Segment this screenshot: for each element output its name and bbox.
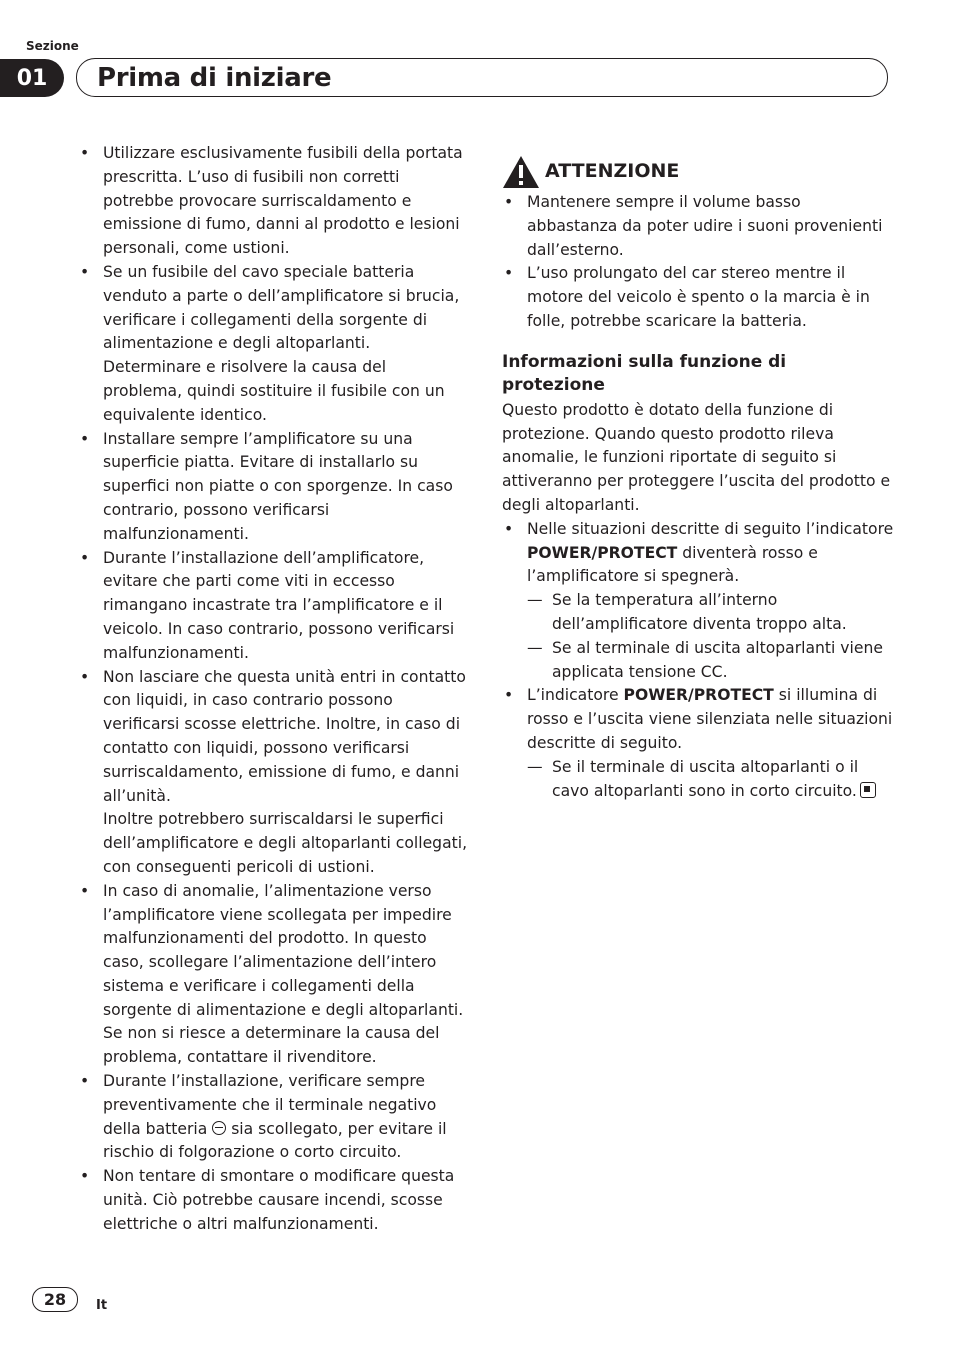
list-item-text: Non lasciare che questa unità entri in contatto con liquidi, in caso contrario possono verificarsi scosse elettriche. Inoltre, in caso di contatto con liquidi, possono verificarsi surriscaldamento, emissione di fumo, e danni all’unità. [103,667,466,805]
indicator-name: POWER/PROTECT [527,543,678,562]
warning-title: ATTENZIONE [545,160,680,183]
dash-list [527,589,894,684]
dash-item-text: Se il terminale di uscita altoparlanti o il cavo altoparlanti sono in corto circuito. [552,757,859,800]
list-item: • Non tentare di smontare o modificare questa unità. Ciò potrebbe causare incendi, scosse elettriche o altri malfunzionamenti. [78,1165,468,1236]
warning-triangle-icon [502,155,540,189]
subheading: Informazioni sulla funzione di protezione [502,351,787,395]
warning-list [502,191,894,334]
list-item [502,518,894,685]
list-item-text: diventerà rosso e l’amplificatore si spegnerà. [527,543,818,586]
title-box [76,58,888,97]
list-item [502,684,894,803]
list-item: • Utilizzare esclusivamente fusibili della portata prescritta. L’uso di fusibili non corretti potrebbe provocare surriscaldamento e emissione di fumo, danni al prodotto e lesioni personali, come ustioni. [78,142,468,261]
list-item: • L’uso prolungato del car stereo mentre il motore del veicolo è spento o la marcia è in folle, potrebbe scaricare la batteria. [502,262,894,333]
section-label: Sezione [26,39,79,53]
protection-list [502,518,894,804]
list-item: • Installare sempre l’amplificatore su una superficie piatta. Evitare di installarlo su superfici non piatte o con sporgenze. In caso contrario, possono verificarsi malfunzionamenti. [78,428,468,547]
list-item-text: L’indicatore [527,686,619,705]
dash-item: — Se la temperatura all’interno dell’amplificatore diventa troppo alta. [527,589,894,637]
page-number: 28 [32,1287,78,1312]
minus-circle-icon [212,1121,226,1135]
indicator-name: POWER/PROTECT [623,686,774,705]
dash-item [527,756,894,804]
list-item-text-part2: sia scollegato, per evitare il rischio di folgorazione o corto circuito. [103,1119,447,1162]
list-item: • Durante l’installazione dell’amplificatore, evitare che parti come viti in eccesso rimangano incastrate tra l’amplificatore e il veicolo. In caso contrario, possono verificarsi malfunzionamenti. [78,547,468,666]
list-item [78,666,468,880]
list-item [78,1070,468,1165]
end-mark-icon [860,782,876,798]
list-item: • Se un fusibile del cavo speciale batteria venduto a parte o dell’amplificatore si brucia, verificare i collegamenti della sorgente di alimentazione e degli altoparlanti. Determinare e risolvere la causa del problema, quindi sostituire il fusibile con un equivalente identico. [78,261,468,428]
warning-header [502,155,894,189]
list-item-text-part1: Durante l’installazione, verificare sempre preventivamente che il terminale negativo della batteria [103,1072,437,1138]
section-number-badge: 01 [0,59,64,97]
list-item: • In caso di anomalie, l’alimentazione verso l’amplificatore viene scollegata per impedire malfunzionamenti del prodotto. In questo caso, scollegare l’alimentazione dell’intero sistema e verificare i collegamenti della sorgente di alimentazione e degli altoparlanti. Se non si riesce a determinare la causa del problema, contattare il rivenditore. [78,880,468,1070]
list-item-text: si illumina di rosso e l’uscita viene silenziata nelle situazioni descritte di seguito. [527,686,893,752]
intro-paragraph: Questo prodotto è dotato della funzione di protezione. Quando questo prodotto rileva anomalie, le funzioni riportate di seguito si attiveranno per proteggere l’uscita del prodotto e degli altoparlanti. [502,400,891,514]
precaution-list [78,142,468,1237]
list-item: • Mantenere sempre il volume basso abbastanza da poter udire i suoni provenienti dall’esterno. [502,191,894,262]
list-item-text: Nelle situazioni descritte di seguito l’indicatore [527,519,894,538]
dash-list [527,756,894,804]
language-label: It [96,1298,108,1313]
right-column [502,155,894,803]
dash-item: — Se al terminale di uscita altoparlanti viene applicata tensione CC. [527,637,894,685]
list-item-extra: Inoltre potrebbero surriscaldarsi le superfici dell’amplificatore e degli altoparlanti collegati, con conseguenti pericoli di ustioni. [103,810,468,876]
page-title: Prima di iniziare [97,62,332,93]
left-column [78,142,468,1237]
